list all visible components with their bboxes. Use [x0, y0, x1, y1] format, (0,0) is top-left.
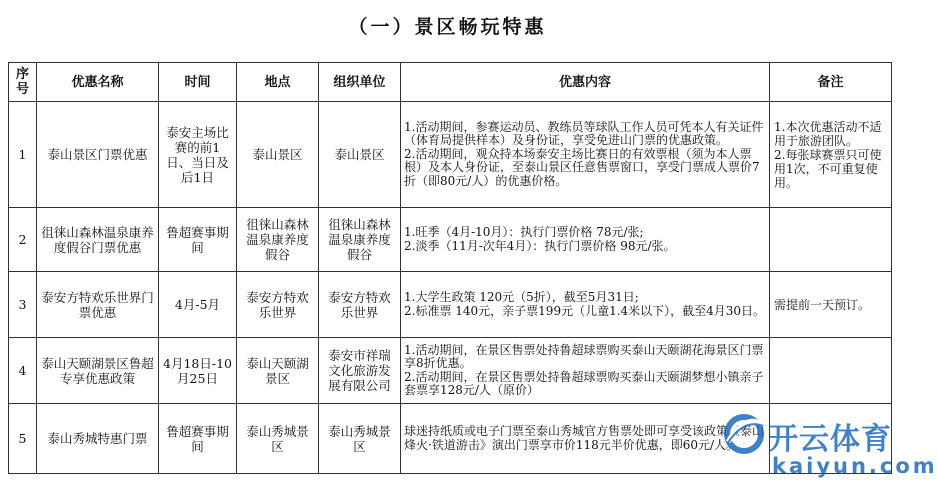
row-time: 4月-5月 [159, 272, 237, 338]
kaiyun-watermark [722, 410, 938, 482]
row-name: 徂徕山森林温泉康养度假谷门票优惠 [37, 208, 159, 272]
row-name: 泰安方特欢乐世界门票优惠 [37, 272, 159, 338]
row-note [770, 102, 892, 208]
row-org: 泰山秀城景区 [319, 404, 401, 474]
content-line: 2.淡季（11月-次年4月）：执行门票价格 98元/张。 [404, 238, 676, 253]
content-line: 球迷持纸质或电子门票至泰山秀城官方售票处即可享受该政策《泰山烽火·铁道游击》演出门票享市价118元半价优惠，即60元/人。 [404, 424, 765, 452]
row-content [401, 404, 770, 474]
page-title: （一）景区畅玩特惠 [348, 16, 547, 38]
header-name: 优惠名称 [37, 63, 159, 102]
kaiyun-logo-icon [722, 412, 766, 456]
row-no: 3 [9, 272, 37, 338]
content-line: 2.标准票 140元，亲子票199元（儿童1.4米以下），截至4月30日。 [404, 303, 766, 318]
row-content [401, 272, 770, 338]
table-row [9, 272, 892, 338]
content-line: 2.活动期间，在景区售票处持鲁超球票购买泰山天颐湖梦想小镇亲子套票享128元/人（原价） [404, 369, 764, 397]
row-place: 泰山天颐湖景区 [237, 338, 319, 404]
header-no: 序号 [9, 63, 37, 102]
watermark-en-text: kaiyun.com [772, 454, 938, 478]
table-header-row [9, 63, 892, 102]
table-row [9, 102, 892, 208]
content-line: 2.活动期间，观众持本场泰安主场比赛日的有效票根（须为本人票根）及本人身份证，至泰山景区任意售票窗口，享受门票成人票价7折（即80元/人）的优惠价格。 [404, 146, 760, 188]
row-name: 泰山秀城特惠门票 [37, 404, 159, 474]
row-content [401, 208, 770, 272]
row-note [770, 272, 892, 338]
row-no: 2 [9, 208, 37, 272]
row-org: 泰安市祥瑞文化旅游发展有限公司 [319, 338, 401, 404]
table-row [9, 338, 892, 404]
content-line: 1.活动期间，在景区售票处持鲁超球票购买泰山天颐湖花海景区门票享8折优惠。 [404, 342, 764, 370]
header-place: 地点 [237, 63, 319, 102]
row-note [770, 338, 892, 404]
row-no: 1 [9, 102, 37, 208]
row-time: 鲁超赛事期间 [159, 404, 237, 474]
note-line: 2.每张球赛票只可使用1次，不可重复使用。 [774, 147, 882, 190]
row-org: 泰山景区 [319, 102, 401, 208]
content-line: 1.大学生政策 120元（5折），截至5月31日; [404, 290, 639, 304]
row-name: 泰山天颐湖景区鲁超专享优惠政策 [37, 338, 159, 404]
header-org: 组织单位 [319, 63, 401, 102]
content-line: 1.活动期间，参赛运动员、教练员等球队工作人员可凭本人有关证件（体育局提供样本）及身份证，享受免进山门票的优惠政策。 [404, 119, 764, 148]
row-place: 泰山秀城景区 [237, 404, 319, 474]
row-note [770, 208, 892, 272]
note-line: 1.本次优惠活动不适用于旅游团队。 [774, 119, 882, 148]
row-time: 泰安主场比赛的前1日、当日及后1日 [159, 102, 237, 208]
header-note: 备注 [770, 63, 892, 102]
row-time: 鲁超赛事期间 [159, 208, 237, 272]
row-content [401, 338, 770, 404]
watermark-cn-text: 开云体育 [768, 422, 892, 457]
row-org: 徂徕山森林温泉康养度假谷 [319, 208, 401, 272]
row-place: 泰安方特欢乐世界 [237, 272, 319, 338]
row-org: 泰安方特欢乐世界 [319, 272, 401, 338]
row-content [401, 102, 770, 208]
header-time: 时间 [159, 63, 237, 102]
row-no: 5 [9, 404, 37, 474]
header-content: 优惠内容 [401, 63, 770, 102]
row-place: 徂徕山森林温泉康养度假谷 [237, 208, 319, 272]
row-time: 4月18日-10月25日 [159, 338, 237, 404]
note-line: 需提前一天预订。 [774, 297, 871, 312]
table-row [9, 208, 892, 272]
row-name: 泰山景区门票优惠 [37, 102, 159, 208]
content-line: 1.旺季（4月-10月）：执行门票价格 78元/张; [404, 225, 644, 239]
row-no: 4 [9, 338, 37, 404]
row-place: 泰山景区 [237, 102, 319, 208]
